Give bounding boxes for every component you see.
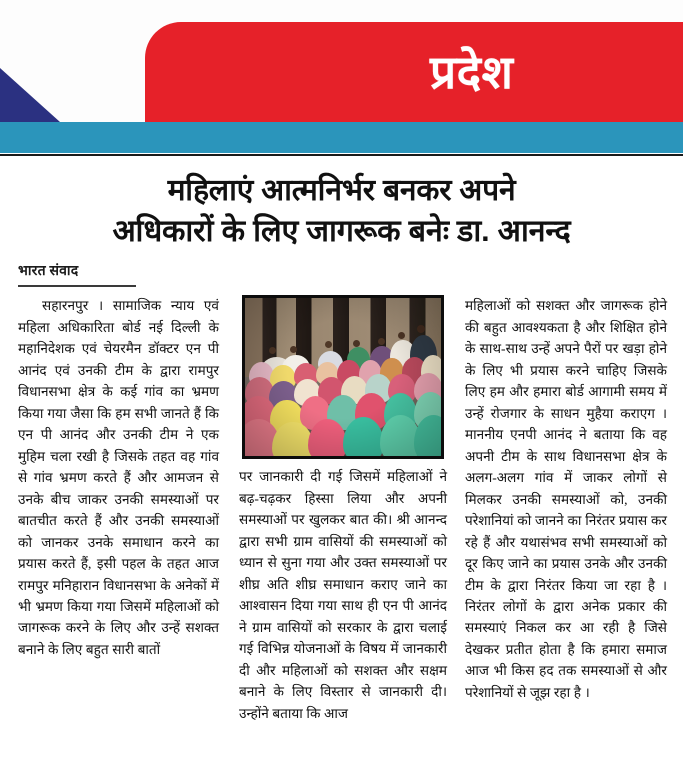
- column-3-text: [465, 295, 667, 703]
- column-2-text: [239, 466, 447, 724]
- byline-source: भारत संवाद: [18, 264, 79, 280]
- article-column-3: [457, 295, 675, 703]
- byline-block: [8, 261, 218, 287]
- paragraph: महिलाओं को सशक्त और जागरूक होने की बहुत आवश्यकता है और शिक्षित होने के साथ-साथ उन्हें अपने पैरों पर खड़ा होने के लिए भी प्रयास करने चाहिए जिसके लिए हम और हमारा बोर्ड आगामी समय में उन्हें रोजगार के साधन मुहैया कराएग । माननीय एनपी आनंद ने बताया कि वह अपनी टीम के साथ विधानसभा क्षेत्र के अलग-अलग गांव में जाकर लोगों से मिलकर उनकी समस्याओं को, उनकी परेशानियां को जानने का निरंतर प्रयास कर रहे हैं और यथासंभव सभी समस्याओं को दूर किए जाने का प्रयास उनके और उनकी टीम के द्वारा निरंतर किया जा रहा है । निरंतर लोगों के द्वारा अनेक प्रकार की समस्याएं निकल कर आ रही है जिसे देखकर प्रतीत होता है कि हमारा समाज आज भी किस हद तक समस्याओं से और परेशानियों से जूझ रहा है ।: [465, 298, 667, 700]
- headline-line-1: महिलाएं आत्मनिर्भर बनकर अपने: [167, 174, 516, 207]
- article-column-1: [8, 295, 231, 660]
- headline-line-2: अधिकारों के लिए जागरूक बनेः डा. आनन्द: [112, 213, 571, 248]
- paragraph: सहारनपुर । सामाजिक न्याय एवं महिला अधिकारिता बोर्ड नई दिल्ली के महानिदेशक एवं चेयरमैन डॉक्टर एन पी आनंद एवं उनकी टीम के द्वारा रामपुर विधानसभा क्षेत्र के कई गांव का भ्रमण किया गया जैसा कि हम सभी जानते हैं कि एन पी आनंद और उनकी टीम ने एक मुहिम चला रखी है जिसके तहत वह गांव से गांव भ्रमण करते हैं और आमजन से उनके बीच जाकर उनकी समस्याओं पर बातचीत करते हैं और उनकी समस्याओं को जानकर उनके समाधान करने का प्रयास करते हैं, इसी पहल के तहत आज रामपुर मनिहारान विधानसभा के अनेकों में भी भ्रमण किया गया जिसमें महिलाओं को जागरूक करने के लिए और उन्हें सशक्त बनाने के लिए बहुत सारी बातों: [18, 298, 219, 657]
- photo-canvas: [245, 298, 441, 456]
- section-title: प्रदेश: [430, 46, 514, 98]
- article-headline: [0, 157, 683, 251]
- masthead-rule: [0, 154, 683, 156]
- photo-vignette: [245, 298, 441, 456]
- article-column-2: [231, 295, 457, 724]
- article-photo: [242, 295, 444, 459]
- byline-rule: [18, 285, 136, 287]
- article-body: [0, 261, 683, 724]
- column-1-text: [18, 295, 219, 660]
- article-columns: [8, 295, 675, 724]
- teal-accent-bar: [0, 122, 683, 153]
- masthead: [0, 0, 683, 157]
- paragraph: पर जानकारी दी गई जिसमें महिलाओं ने बढ़-चढ़कर हिस्सा लिया और अपनी समस्याओं पर खुलकर बात की। श्री आनन्द द्वारा सभी ग्राम वासियों की समस्याओं को ध्यान से सुना गया और उक्त समस्याओं पर शीघ्र अति शीघ्र समाधान कराए जाने का आश्वासन दिया गया साथ ही एन पी आनंद ने ग्राम वासियों को सरकार के द्वारा चलाई गई विभिन्न योजनाओं के विषय में जानकारी दी और महिलाओं को सशक्त और सक्षम बनाने के लिए विस्तार से जानकारी दी। उन्होंने बताया कि आज: [239, 469, 447, 721]
